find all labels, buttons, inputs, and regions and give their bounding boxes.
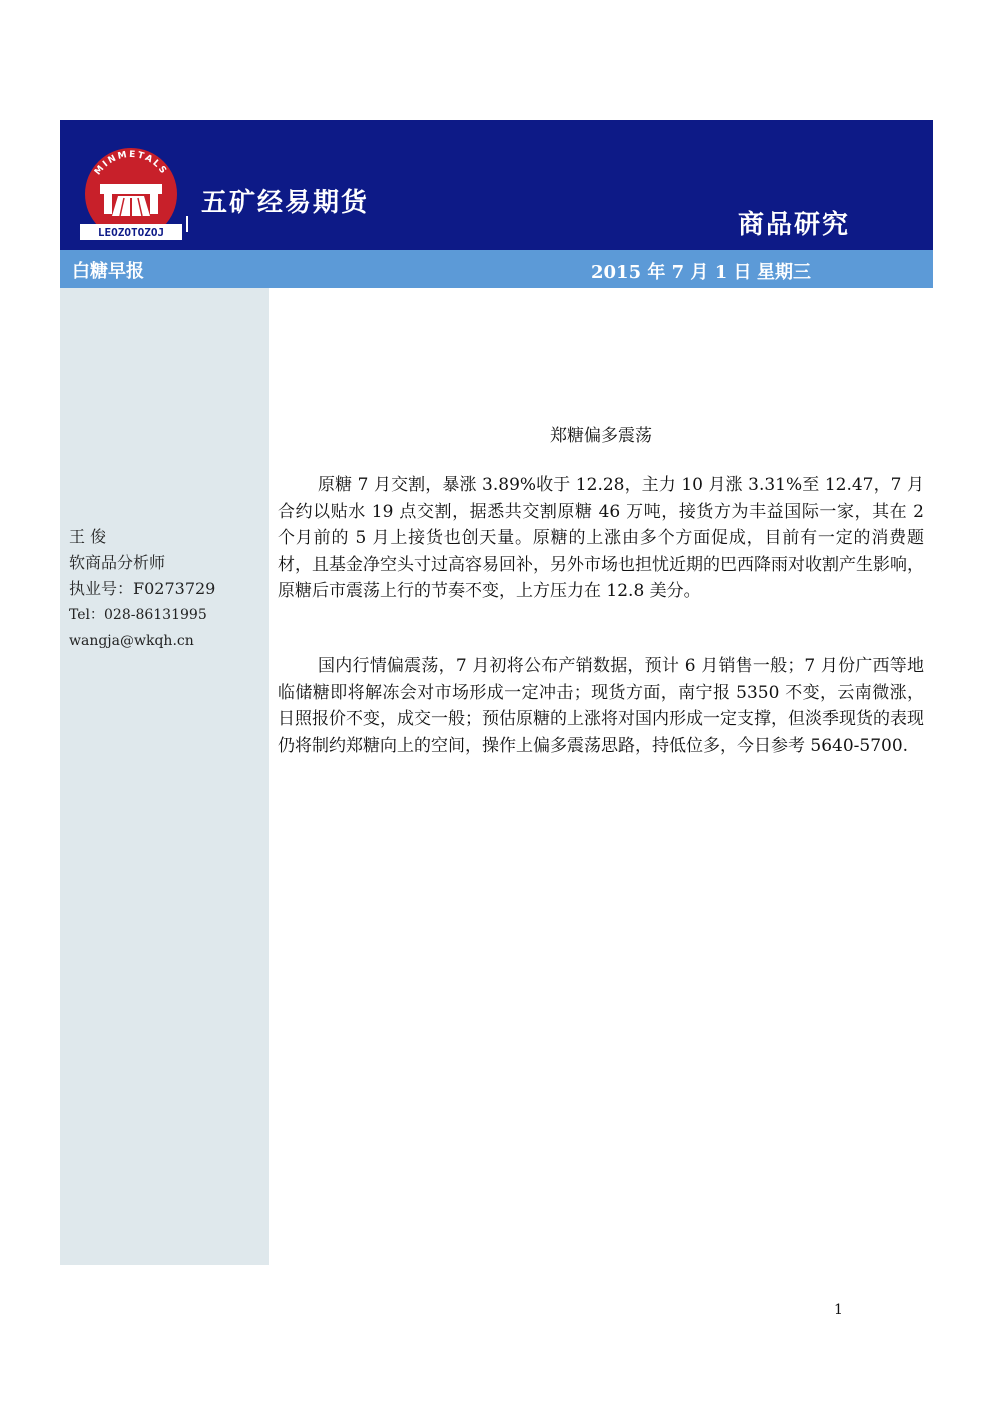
company-name: 五矿经易期货 xyxy=(201,188,370,218)
article-title: 郑糖偏多震荡 xyxy=(550,426,652,446)
article-body xyxy=(278,288,924,1265)
author-info xyxy=(69,524,215,654)
author-license: 执业号：F0273729 xyxy=(69,579,216,598)
author-title: 软商品分析师 xyxy=(69,553,166,572)
author-email: wangja@wkqh.cn xyxy=(69,633,194,649)
author-tel: Tel：028-86131995 xyxy=(69,607,207,623)
header-band xyxy=(60,120,933,250)
page-number: 1 xyxy=(834,1302,843,1318)
section-title: 商品研究 xyxy=(738,210,851,240)
logo-text-bottom: LEOZOTOZOJ xyxy=(97,226,165,239)
company-logo xyxy=(80,138,182,240)
logo-text-top: MINMETALS xyxy=(93,149,169,178)
article-paragraph: 国内行情偏震荡，7 月初将公布产销数据，预计 6 月销售一般；7 月份广西等地临储糖即将解冻会对市场形成一定冲击；现货方面，南宁报 5350 不变，云南微涨，日照报价不变，成交一般；预估原糖的上涨将对国内形成一定支撑，但淡季现货的表现仍将制约郑糖向上的空间，操作上偏多震荡思路，持低位多，今日参考 5640-5700. xyxy=(278,656,924,756)
report-subheader xyxy=(60,250,933,288)
report-weekday: 星期三 xyxy=(757,262,811,283)
author-name: 王 俊 xyxy=(69,527,107,546)
report-name: 白糖早报 xyxy=(72,261,144,282)
brand-separator xyxy=(186,216,188,232)
report-date: 2015 年 7 月 1 日 xyxy=(591,262,752,283)
author-sidebar xyxy=(60,288,269,1265)
article-paragraph: 原糖 7 月交割，暴涨 3.89%收于 12.28，主力 10 月涨 3.31%至 12.47，7 月合约以贴水 19 点交割，据悉共交割原糖 46 万吨，接货方为丰益国际一家，其在 2 个月前的 5 月上接货也创天量。原糖的上涨由多个方面促成，目前有一定的消费题材，且基金净空头寸过高容易回补，另外市场也担忧近期的巴西降雨对收割产生影响，原糖后市震荡上行的节奏不变，上方压力在 12.8 美分。 xyxy=(278,475,924,601)
